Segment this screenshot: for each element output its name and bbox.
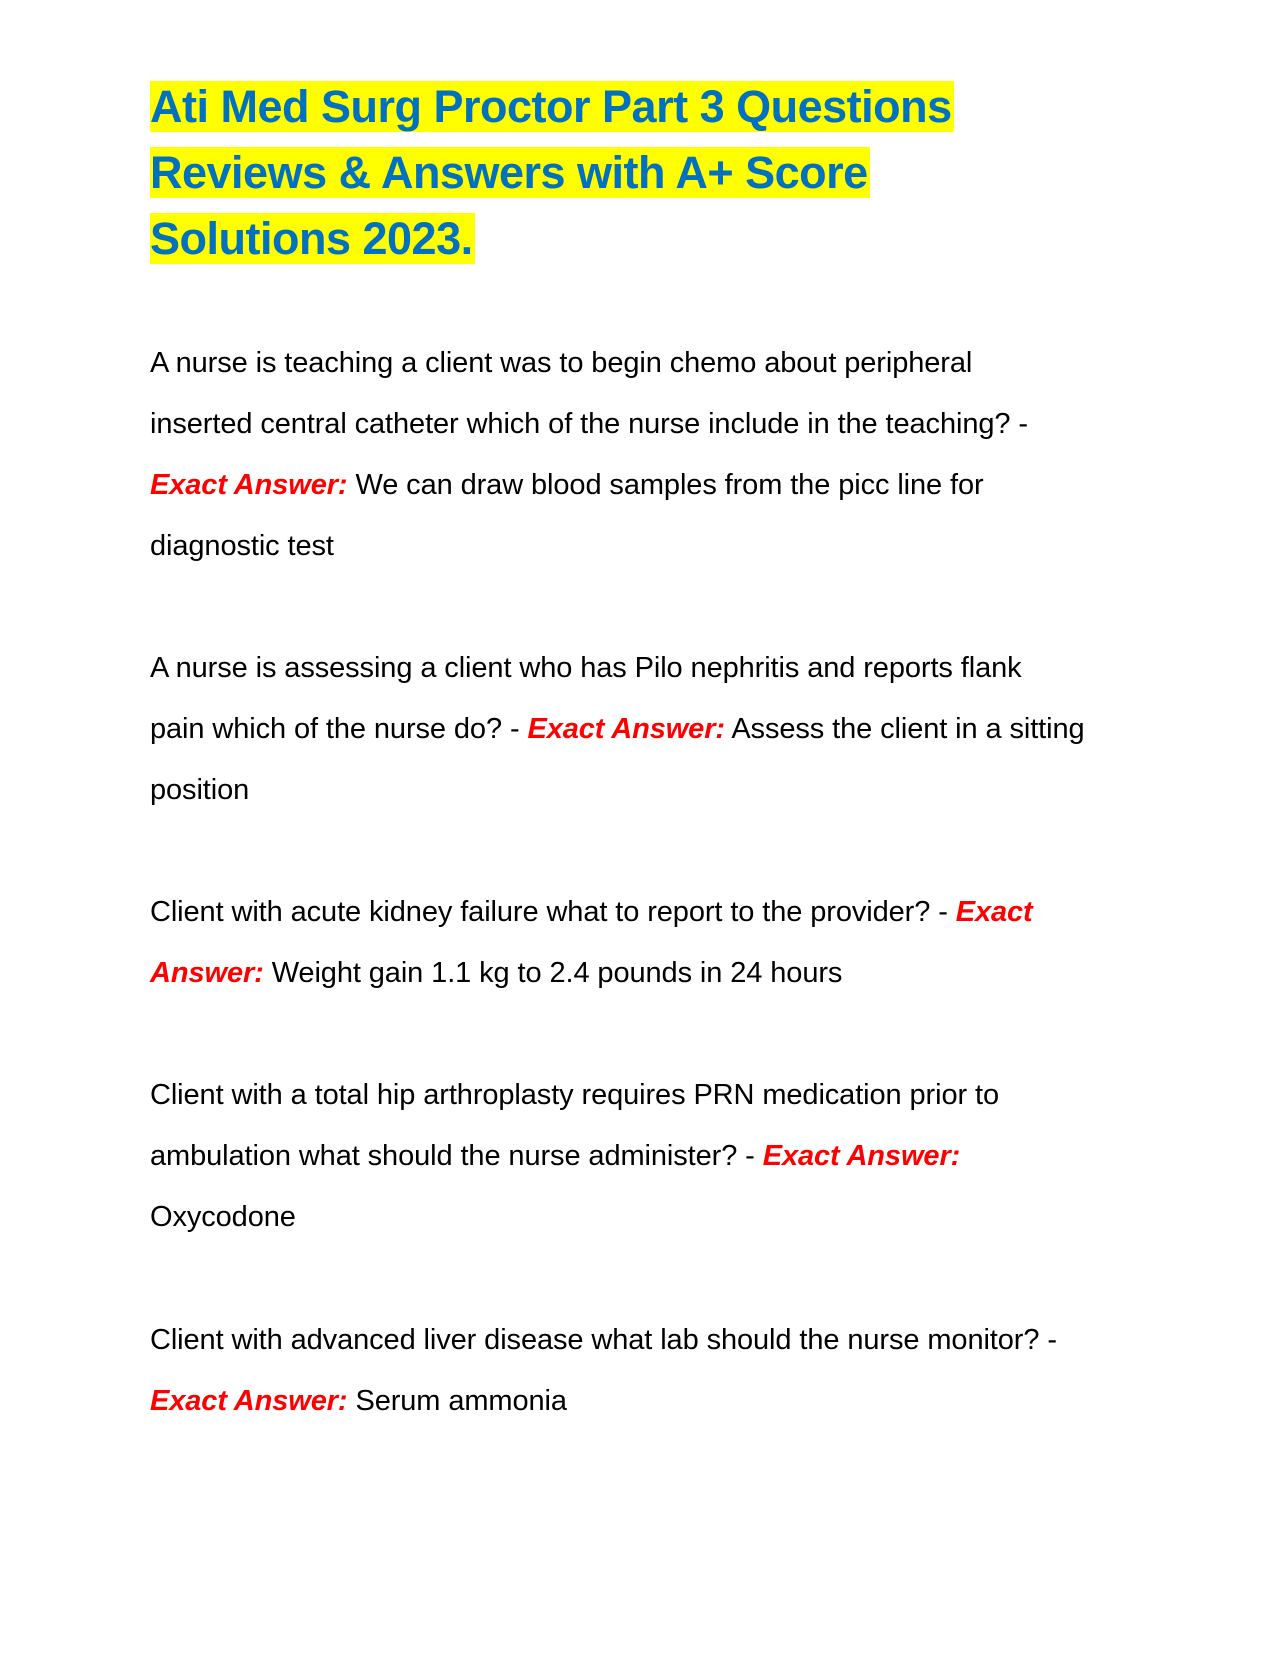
question-text: pain which of the nurse do? - (150, 713, 528, 745)
title-line: Reviews & Answers with A+ Score (150, 147, 868, 198)
answer-text: Serum ammonia (355, 1385, 567, 1417)
question-text: Client with a total hip arthroplasty requires PRN medication prior to (150, 1079, 999, 1111)
question-text: A nurse is assessing a client who has Pilo nephritis and reports flank (150, 652, 1022, 684)
answer-text: We can draw blood samples from the picc line for (355, 469, 984, 501)
answer-label: Answer: (150, 957, 264, 989)
answer-label: Exact Answer: (150, 1385, 348, 1417)
question-text: Client with advanced liver disease what lab should the nurse monitor? - (150, 1324, 1057, 1356)
qa-item (150, 1310, 1140, 1432)
qa-item (150, 1065, 1140, 1248)
title-line: Solutions 2023. (150, 213, 473, 264)
answer-text: Oxycodone (150, 1201, 296, 1233)
qa-item (150, 638, 1140, 821)
qa-item (150, 882, 1140, 1004)
answer-text: diagnostic test (150, 530, 334, 562)
answer-label: Exact (955, 896, 1033, 928)
question-text: inserted central catheter which of the nurse include in the teaching? - (150, 408, 1028, 440)
answer-text: position (150, 774, 250, 806)
question-text: ambulation what should the nurse administer? - (150, 1140, 763, 1172)
answer-text: Assess the client in a sitting (731, 713, 1085, 745)
answer-label: Exact Answer: (762, 1140, 961, 1172)
answer-label: Exact Answer: (150, 469, 348, 501)
answer-text: Weight gain 1.1 kg to 2.4 pounds in 24 hours (271, 957, 843, 989)
answer-label: Exact Answer: (527, 713, 725, 745)
question-text: Client with acute kidney failure what to report to the provider? - (150, 896, 956, 928)
question-text: A nurse is teaching a client was to begin chemo about peripheral (150, 347, 973, 379)
qa-item (150, 333, 1140, 577)
title-line: Ati Med Surg Proctor Part 3 Questions (150, 81, 952, 132)
document-title (150, 74, 1030, 272)
